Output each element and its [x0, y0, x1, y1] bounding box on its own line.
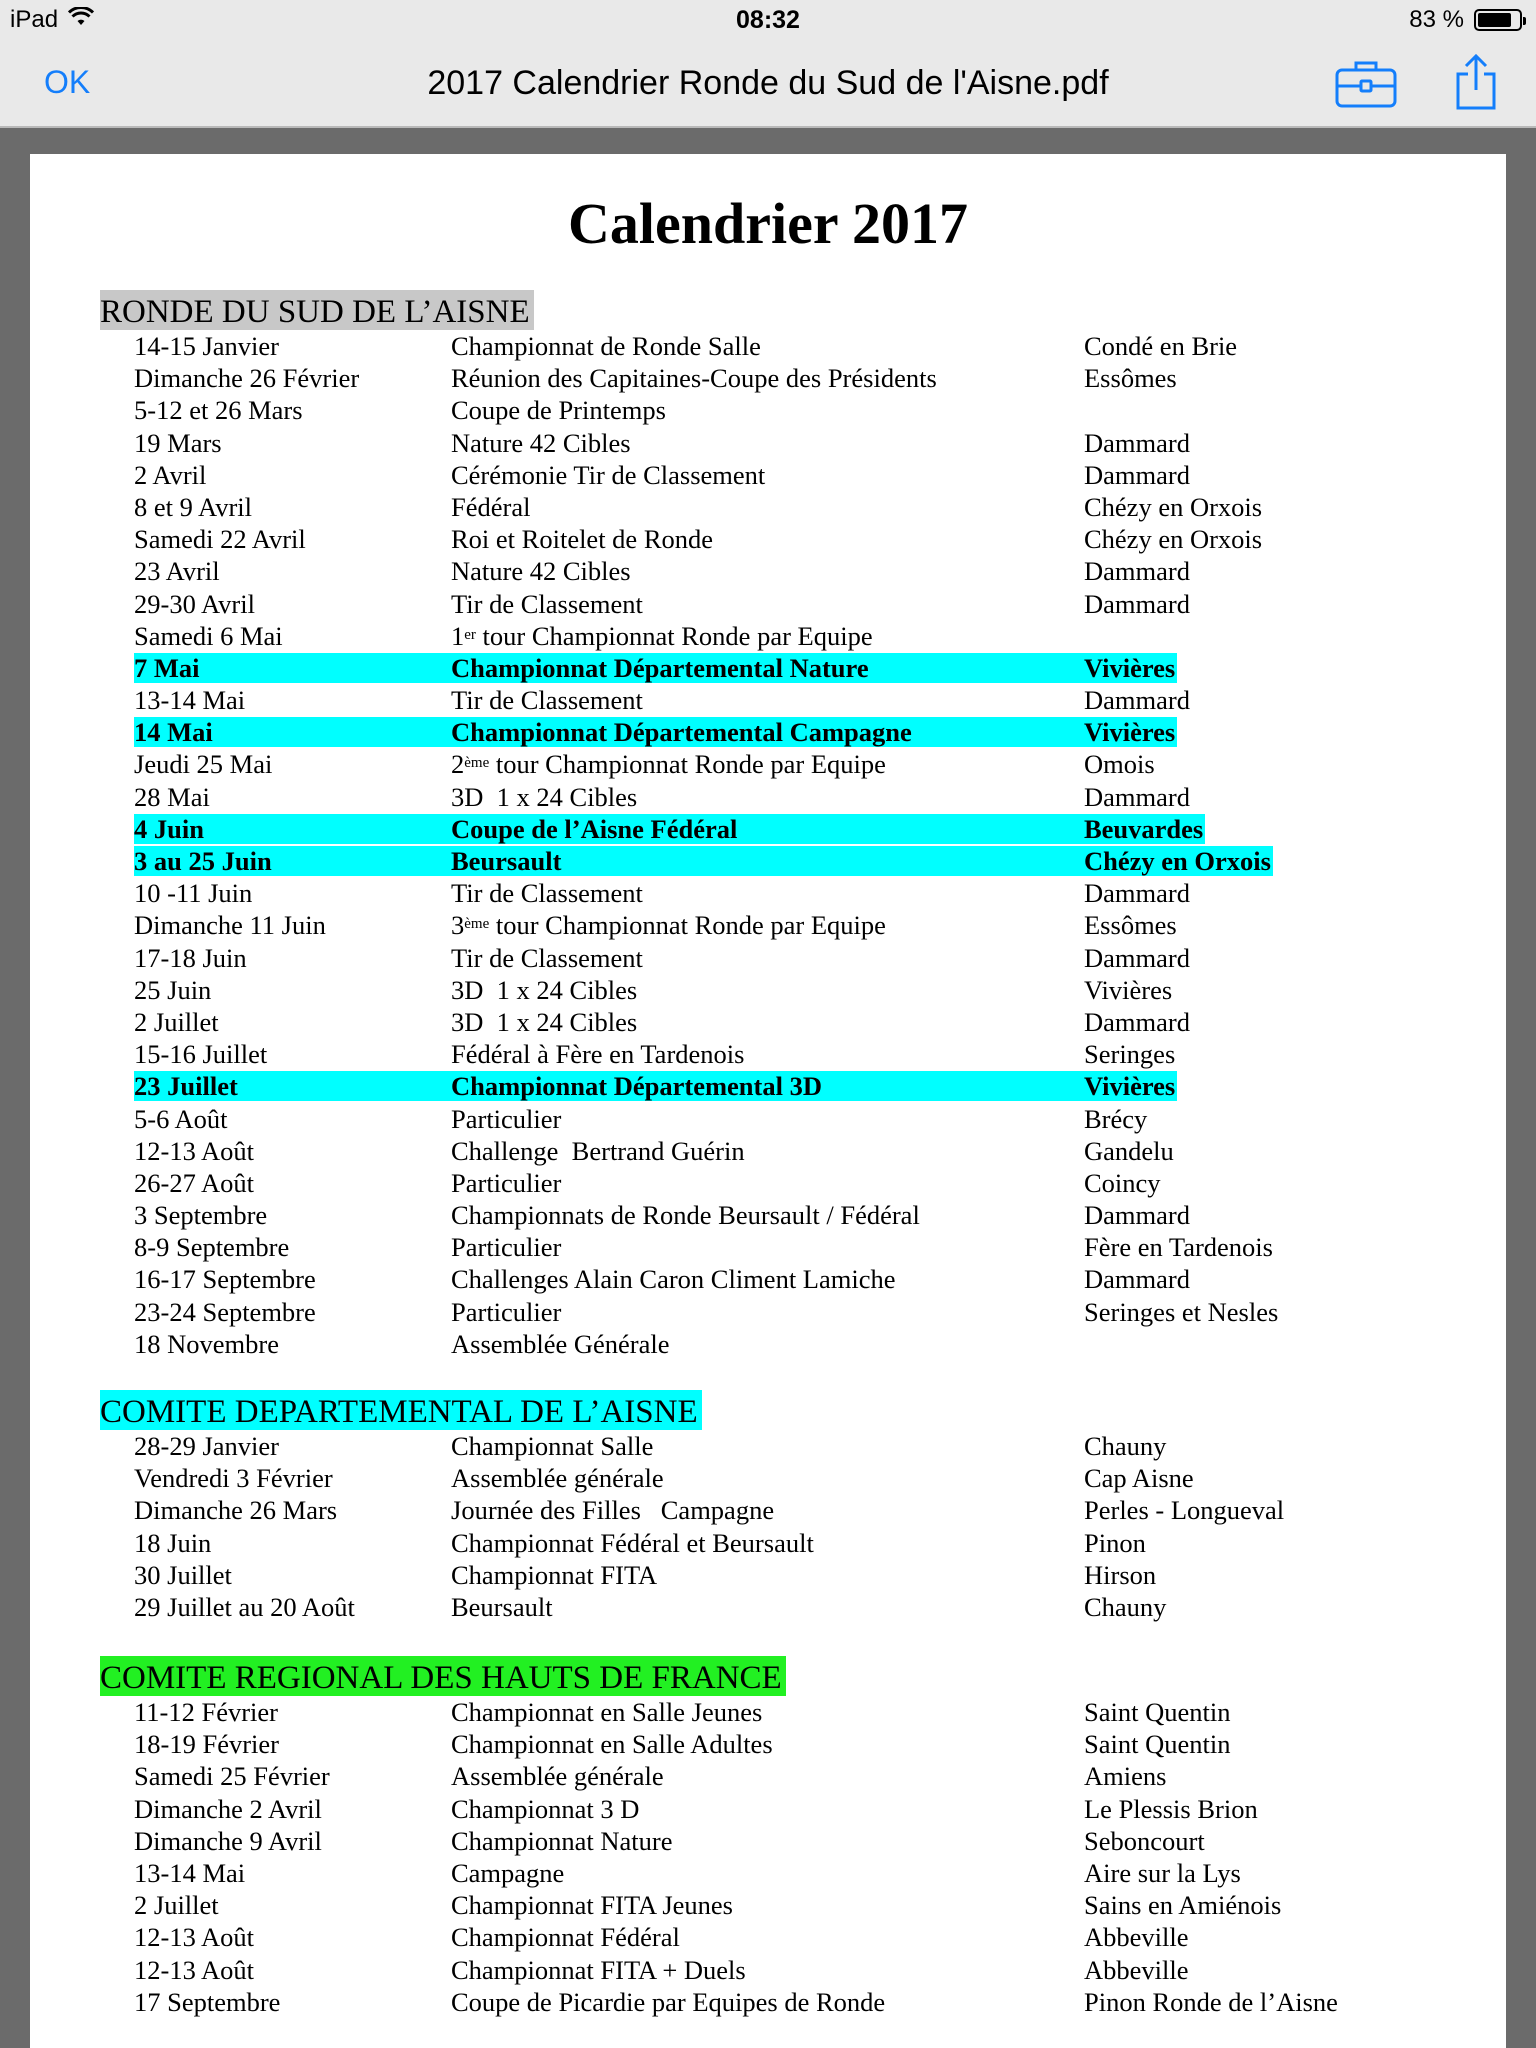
section-heading-ronde: RONDE DU SUD DE L’AISNE [100, 290, 534, 330]
event-name-text: tour Championnat Ronde par Equipe [489, 749, 886, 780]
event-date: 28 Mai [134, 781, 210, 812]
event-date: Dimanche 26 Mars [134, 1495, 338, 1526]
section-heading-comite-regional: COMITE REGIONAL DES HAUTS DE FRANCE [100, 1656, 786, 1696]
event-place: Dammard [1084, 942, 1190, 973]
event-date: 26-27 Août [134, 1167, 254, 1198]
event-name: Fédéral [451, 491, 531, 522]
calendar-row [30, 362, 1506, 394]
event-place: Seringes [1084, 1039, 1176, 1070]
event-name: Challenge Bertrand Guérin [451, 1135, 745, 1166]
event-date: 3 au 25 Juin [134, 846, 272, 876]
event-date: 14-15 Janvier [134, 331, 279, 361]
event-place: Perles - Longueval [1084, 1495, 1285, 1526]
event-date: Samedi 22 Avril [134, 524, 306, 555]
calendar-row [30, 1296, 1506, 1328]
event-date: 5-12 et 26 Mars [134, 395, 303, 426]
event-date: Vendredi 3 Février [134, 1463, 333, 1494]
status-bar [0, 0, 1536, 40]
calendar-row [30, 1135, 1506, 1167]
calendar-row [30, 845, 1506, 877]
event-date: 11-12 Février [134, 1697, 278, 1727]
event-name: Réunion des Capitaines-Coupe des Présidents [451, 363, 937, 394]
event-date: 12-13 Août [134, 1135, 254, 1166]
calendar-row [30, 1430, 1506, 1462]
event-place: Coincy [1084, 1167, 1161, 1198]
event-date: 3 Septembre [134, 1200, 268, 1231]
event-name-text: tour Championnat Ronde par Equipe [489, 910, 886, 941]
event-date: 14 Mai [134, 717, 213, 748]
calendar-row [30, 974, 1506, 1006]
event-place: Dammard [1084, 781, 1190, 812]
event-name: Championnat Salle [451, 1431, 654, 1461]
calendar-row [30, 555, 1506, 587]
event-date: 10 -11 Juin [134, 878, 253, 909]
battery-icon [1474, 9, 1522, 31]
calendar-row [30, 877, 1506, 909]
calendar-row [30, 1167, 1506, 1199]
ordinal-number: 1 [451, 620, 465, 651]
calendar-row [30, 588, 1506, 620]
calendar-row [30, 1986, 1506, 2018]
event-name: Assemblée Générale [451, 1328, 670, 1359]
event-name [451, 620, 873, 652]
event-name: Championnat FITA [451, 1559, 658, 1590]
ok-button[interactable]: OK [44, 64, 91, 100]
event-name: Coupe de Printemps [451, 395, 666, 426]
event-name: Cérémonie Tir de Classement [451, 459, 766, 490]
calendar-row [30, 1231, 1506, 1263]
event-place: Fère en Tardenois [1084, 1232, 1273, 1263]
calendar-row [30, 427, 1506, 459]
calendar-row [30, 1591, 1506, 1623]
calendar-row [30, 716, 1506, 748]
section-rows-comite-regional [30, 1696, 1506, 2018]
event-date: 18-19 Février [134, 1729, 279, 1760]
event-place: Dammard [1084, 1200, 1190, 1231]
calendar-row [30, 813, 1506, 845]
calendar-row [30, 1825, 1506, 1857]
event-date: 19 Mars [134, 427, 222, 458]
calendar-row [30, 1070, 1506, 1102]
event-name: Beursault [451, 846, 562, 876]
calendar-row [30, 1038, 1506, 1070]
event-place: Chézy en Orxois [1084, 491, 1263, 522]
event-date: 2 Juillet [134, 1890, 219, 1921]
event-name: Particulier [451, 1232, 562, 1263]
pdf-page [30, 154, 1506, 2048]
event-date: 23 Juillet [134, 1071, 238, 1102]
event-place: Vivières [1084, 974, 1173, 1005]
event-place: Essômes [1084, 363, 1177, 394]
calendar-row [30, 781, 1506, 813]
event-place: Amiens [1084, 1761, 1167, 1792]
calendar-row [30, 1954, 1506, 1986]
event-name: Tir de Classement [451, 588, 643, 619]
calendar-row [30, 1728, 1506, 1760]
event-name: Championnat Départemental Campagne [451, 717, 912, 748]
event-date: 23 Avril [134, 556, 220, 587]
event-place: Condé en Brie [1084, 331, 1238, 361]
event-name: Beursault [451, 1591, 553, 1622]
calendar-row [30, 748, 1506, 780]
event-place: Dammard [1084, 556, 1190, 587]
event-place: Saint Quentin [1084, 1697, 1231, 1727]
event-place: Le Plessis Brion [1084, 1793, 1258, 1824]
event-place: Dammard [1084, 1006, 1190, 1037]
event-date: 30 Juillet [134, 1559, 232, 1590]
toolbox-icon[interactable] [1334, 58, 1398, 110]
event-date: 29-30 Avril [134, 588, 255, 619]
event-date: 12-13 Août [134, 1954, 254, 1985]
event-name-text: tour Championnat Ronde par Equipe [475, 620, 873, 651]
calendar-row [30, 942, 1506, 974]
calendar-row [30, 1462, 1506, 1494]
event-name: Challenges Alain Caron Climent Lamiche [451, 1264, 896, 1295]
event-date: 17-18 Juin [134, 942, 247, 973]
event-name: Nature 42 Cibles [451, 556, 631, 587]
calendar-row [30, 459, 1506, 491]
calendar-row [30, 394, 1506, 426]
event-place: Beuvardes [1084, 813, 1204, 844]
event-date: 17 Septembre [134, 1986, 281, 2017]
event-date: 4 Juin [134, 813, 204, 844]
event-date: 13-14 Mai [134, 685, 246, 716]
event-place: Vivières [1084, 1071, 1176, 1102]
document-title: 2017 Calendrier Ronde du Sud de l'Aisne.pdf [427, 64, 1109, 102]
event-name: Championnat de Ronde Salle [451, 331, 761, 361]
calendar-row [30, 652, 1506, 684]
calendar-row [30, 909, 1506, 941]
event-name: Championnats de Ronde Beursault / Fédéral [451, 1200, 920, 1231]
event-date: Dimanche 26 Février [134, 363, 360, 394]
event-place: Chézy en Orxois [1084, 846, 1271, 876]
event-date: 28-29 Janvier [134, 1431, 279, 1461]
event-place: Brécy [1084, 1103, 1148, 1134]
event-date: 2 Juillet [134, 1006, 219, 1037]
event-name: Particulier [451, 1167, 562, 1198]
event-place: Dammard [1084, 459, 1190, 490]
event-date: 12-13 Août [134, 1922, 254, 1953]
event-place: Abbeville [1084, 1954, 1189, 1985]
calendar-row [30, 1857, 1506, 1889]
event-date: 7 Mai [134, 652, 200, 683]
calendar-row [30, 330, 1506, 362]
event-place: Seringes et Nesles [1084, 1296, 1279, 1327]
calendar-row [30, 1006, 1506, 1038]
event-date: 15-16 Juillet [134, 1039, 268, 1070]
event-name: Assemblée générale [451, 1463, 664, 1494]
event-date: 8 et 9 Avril [134, 491, 253, 522]
event-name: Championnat en Salle Jeunes [451, 1697, 763, 1727]
event-name: Assemblée générale [451, 1761, 664, 1792]
event-date: 23-24 Septembre [134, 1296, 316, 1327]
event-place: Essômes [1084, 910, 1177, 941]
calendar-row [30, 1760, 1506, 1792]
device-name: iPad [10, 6, 59, 33]
event-name: Nature 42 Cibles [451, 427, 631, 458]
event-name: Coupe de Picardie par Equipes de Ronde [451, 1986, 886, 2017]
event-place: Abbeville [1084, 1922, 1189, 1953]
event-place: Dammard [1084, 588, 1190, 619]
event-date: 13-14 Mai [134, 1857, 246, 1888]
event-date: 2 Avril [134, 459, 207, 490]
calendar-row [30, 684, 1506, 716]
event-name: Championnat Départemental 3D [451, 1071, 822, 1102]
event-name: Championnat en Salle Adultes [451, 1729, 773, 1760]
event-place: Chauny [1084, 1591, 1167, 1622]
event-place: Sains en Amiénois [1084, 1890, 1282, 1921]
event-name: Tir de Classement [451, 685, 643, 716]
section-rows-comite-departemental [30, 1430, 1506, 1623]
calendar-row [30, 1199, 1506, 1231]
calendar-row [30, 1696, 1506, 1728]
event-place: Chauny [1084, 1431, 1167, 1461]
event-place: Dammard [1084, 427, 1190, 458]
status-time: 08:32 [736, 6, 800, 34]
event-place: Omois [1084, 749, 1155, 780]
event-date: Jeudi 25 Mai [134, 749, 273, 780]
event-name: Championnat Fédéral et Beursault [451, 1527, 814, 1558]
event-place: Saint Quentin [1084, 1729, 1231, 1760]
event-date: 25 Juin [134, 974, 212, 1005]
event-name: Championnat Départemental Nature [451, 652, 869, 683]
event-place: Dammard [1084, 685, 1190, 716]
event-date: Dimanche 11 Juin [134, 910, 326, 941]
event-date: 29 Juillet au 20 Août [134, 1591, 355, 1622]
event-date: Samedi 25 Février [134, 1761, 330, 1792]
event-place: Vivières [1084, 652, 1176, 683]
event-place: Hirson [1084, 1559, 1157, 1590]
calendar-row [30, 1494, 1506, 1526]
event-date: 16-17 Septembre [134, 1264, 316, 1295]
ordinal-suffix: ème [464, 916, 490, 933]
ordinal-suffix: er [464, 626, 476, 643]
event-name [451, 748, 886, 780]
doc-title: Calendrier 2017 [567, 191, 969, 256]
event-place: Cap Aisne [1084, 1463, 1194, 1494]
calendar-row [30, 1559, 1506, 1591]
calendar-row [30, 491, 1506, 523]
event-place: Pinon [1084, 1527, 1146, 1558]
event-date: 18 Novembre [134, 1328, 279, 1359]
event-place: Pinon Ronde de l’Aisne [1084, 1986, 1338, 2017]
section-rows-ronde [30, 330, 1506, 1360]
event-date: 18 Juin [134, 1527, 212, 1558]
event-name: 3D 1 x 24 Cibles [451, 974, 638, 1005]
event-place: Vivières [1084, 717, 1176, 748]
calendar-row [30, 1793, 1506, 1825]
event-date: Dimanche 2 Avril [134, 1793, 322, 1824]
battery-percent: 83 % [1409, 6, 1464, 33]
calendar-row [30, 620, 1506, 652]
event-name: Coupe de l’Aisne Fédéral [451, 813, 738, 844]
calendar-row [30, 1263, 1506, 1295]
event-name: Journée des Filles Campagne [451, 1495, 775, 1526]
calendar-row [30, 1921, 1506, 1953]
event-place: Aire sur la Lys [1084, 1857, 1241, 1888]
event-name: Campagne [451, 1857, 565, 1888]
event-name: Championnat 3 D [451, 1793, 640, 1824]
event-name: Tir de Classement [451, 942, 643, 973]
event-place: Dammard [1084, 878, 1190, 909]
event-place: Chézy en Orxois [1084, 524, 1263, 555]
event-name [451, 909, 886, 941]
event-name: Tir de Classement [451, 878, 643, 909]
ordinal-number: 2 [451, 749, 465, 780]
event-name: Fédéral à Fère en Tardenois [451, 1039, 745, 1070]
event-place: Dammard [1084, 1264, 1190, 1295]
calendar-row [30, 1889, 1506, 1921]
calendar-row [30, 1527, 1506, 1559]
event-name: Championnat FITA Jeunes [451, 1890, 733, 1921]
nav-bar [0, 40, 1536, 128]
calendar-row [30, 1328, 1506, 1360]
calendar-row [30, 1103, 1506, 1135]
event-date: 5-6 Août [134, 1103, 228, 1134]
event-name: 3D 1 x 24 Cibles [451, 781, 638, 812]
section-heading-comite-departemental: COMITE DEPARTEMENTAL DE L’AISNE [100, 1390, 702, 1430]
event-date: Dimanche 9 Avril [134, 1825, 322, 1856]
event-name: 3D 1 x 24 Cibles [451, 1006, 638, 1037]
event-place: Gandelu [1084, 1135, 1174, 1166]
event-date: 8-9 Septembre [134, 1232, 290, 1263]
event-name: Championnat Nature [451, 1825, 673, 1856]
event-name: Championnat FITA + Duels [451, 1954, 746, 1985]
calendar-row [30, 523, 1506, 555]
ordinal-number: 3 [451, 910, 465, 941]
event-name: Championnat Fédéral [451, 1922, 680, 1953]
event-name: Roi et Roitelet de Ronde [451, 524, 714, 555]
event-date: Samedi 6 Mai [134, 620, 283, 651]
share-icon[interactable] [1454, 52, 1498, 112]
status-right [1409, 6, 1522, 34]
event-name: Particulier [451, 1296, 562, 1327]
event-place: Seboncourt [1084, 1825, 1205, 1856]
ordinal-suffix: ème [464, 755, 490, 772]
event-name: Particulier [451, 1103, 562, 1134]
